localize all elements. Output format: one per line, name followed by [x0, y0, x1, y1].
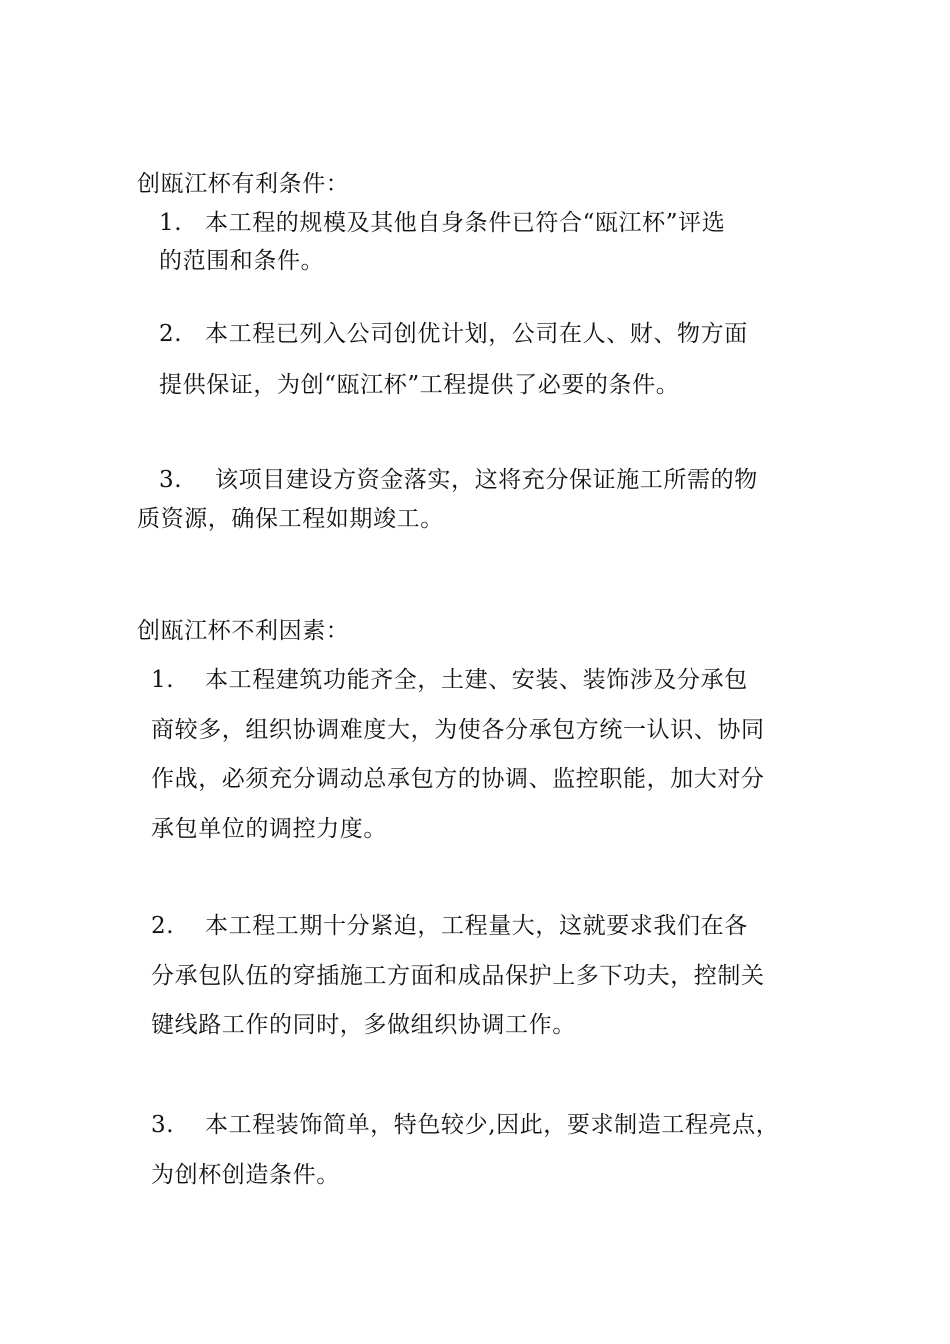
unfavorable-item-1-line-4: 承包单位的调控力度。: [151, 816, 387, 842]
favorable-item-1-number: 1.: [159, 210, 183, 236]
favorable-heading: 创瓯江杯有利条件：: [137, 171, 350, 197]
unfavorable-item-1-number: 1.: [151, 667, 175, 693]
favorable-item-1-line-2: 的范围和条件。: [159, 248, 325, 274]
unfavorable-item-2-number: 2.: [151, 913, 175, 939]
unfavorable-item-1-line-1: [151, 666, 748, 694]
unfavorable-item-2-line-1: [151, 912, 748, 940]
unfavorable-item-3-text: 本工程装饰简单，特色较少,因此，要求制造工程亮点，: [205, 1112, 780, 1138]
unfavorable-item-1-text: 本工程建筑功能齐全，土建、安装、装饰涉及分承包: [205, 667, 748, 693]
unfavorable-item-2-text: 本工程工期十分紧迫，工程量大，这就要求我们在各: [205, 913, 748, 939]
favorable-item-3-number: 3.: [159, 467, 183, 493]
unfavorable-item-1-line-2: 商较多，组织协调难度大，为使各分承包方统一认识、协同: [151, 717, 765, 743]
unfavorable-item-1-line-3: 作战，必须充分调动总承包方的协调、监控职能，加大对分: [151, 766, 765, 792]
unfavorable-item-2-line-2: 分承包队伍的穿插施工方面和成品保护上多下功夫，控制关: [151, 963, 765, 989]
unfavorable-heading: 创瓯江杯不利因素：: [137, 618, 350, 644]
unfavorable-item-3-number: 3.: [151, 1112, 175, 1138]
favorable-item-2-line-1: [159, 320, 748, 348]
favorable-item-3-line-1: [159, 466, 758, 494]
favorable-item-3-line-2: 质资源，确保工程如期竣工。: [137, 506, 444, 532]
favorable-item-1-line-1: [159, 209, 725, 237]
unfavorable-item-3-line-1: [151, 1111, 779, 1139]
unfavorable-item-3-line-2: 为创杯创造条件。: [151, 1162, 340, 1188]
unfavorable-item-2-line-3: 键线路工作的同时，多做组织协调工作。: [151, 1012, 576, 1038]
favorable-item-3-text: 该项目建设方资金落实，这将充分保证施工所需的物: [215, 467, 758, 493]
favorable-item-2-text: 本工程已列入公司创优计划，公司在人、财、物方面: [205, 321, 748, 347]
favorable-item-2-number: 2.: [159, 321, 183, 347]
favorable-item-1-text: 本工程的规模及其他自身条件已符合“瓯江杯”评选: [205, 210, 726, 236]
favorable-item-2-line-2: 提供保证，为创“瓯江杯”工程提供了必要的条件。: [159, 372, 680, 398]
